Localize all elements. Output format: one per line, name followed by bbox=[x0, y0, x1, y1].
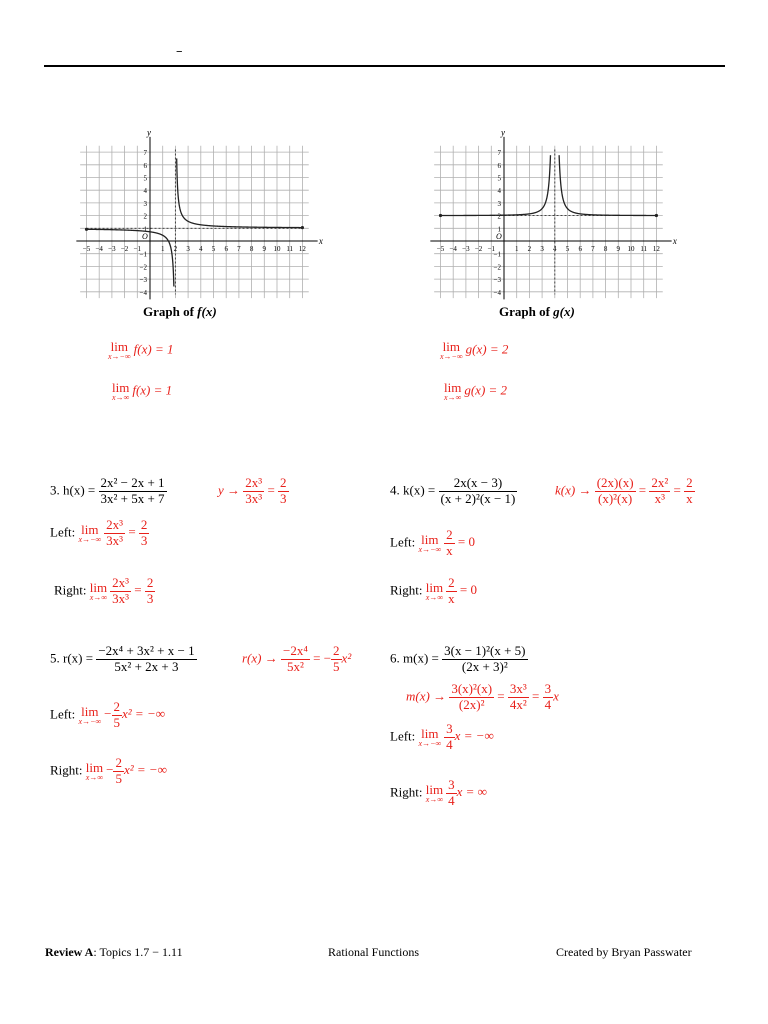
lim-sub: x→−∞ bbox=[418, 544, 442, 554]
x-tick-label: −2 bbox=[120, 245, 129, 253]
p4-right bbox=[390, 576, 477, 607]
endpoint-left bbox=[439, 214, 442, 217]
p5-num: −2x⁴ + 3x² + x − 1 bbox=[98, 643, 195, 658]
p4-right-den: x bbox=[448, 590, 455, 606]
p3-right bbox=[54, 576, 155, 607]
p4-right-res: = 0 bbox=[459, 582, 477, 598]
y-tick-label: 3 bbox=[497, 199, 501, 208]
p3-work bbox=[218, 476, 289, 507]
p5-label: 5. r(x) = bbox=[50, 650, 94, 666]
y-tick-label: −2 bbox=[493, 263, 501, 272]
p6-right bbox=[390, 778, 487, 809]
x-tick-label: 2 bbox=[527, 245, 532, 253]
y-tick-label: −4 bbox=[493, 288, 501, 297]
x-tick-label: 9 bbox=[262, 245, 267, 253]
g-limit-pos bbox=[444, 381, 507, 402]
p3-num: 2x² − 2x + 1 bbox=[100, 475, 165, 490]
x-tick-label: 5 bbox=[565, 245, 570, 253]
p5-left bbox=[50, 700, 165, 731]
p6-work bbox=[406, 682, 559, 713]
p6-work-num: 3(x)²(x) bbox=[451, 681, 493, 696]
lim-word: lim bbox=[421, 725, 439, 741]
p6-left-den: 4 bbox=[446, 736, 453, 752]
x-tick-label: 1 bbox=[160, 245, 165, 253]
p4-left-label: Left: bbox=[390, 534, 416, 550]
lim-word: lim bbox=[112, 380, 130, 395]
p5-right-num: 2 bbox=[115, 755, 122, 770]
graph-f-title-prefix: Graph of bbox=[143, 304, 198, 319]
y-tick-label: 3 bbox=[143, 199, 147, 208]
g-limit-neg bbox=[440, 340, 508, 361]
p3-fraction bbox=[99, 476, 167, 507]
y-tick-label: 4 bbox=[143, 187, 147, 196]
p4-work-n3: 2 bbox=[686, 475, 693, 490]
lim-word: lim bbox=[421, 531, 439, 547]
p4-work-d2: x³ bbox=[654, 490, 666, 506]
x-tick-label: 5 bbox=[211, 245, 216, 253]
p3-right-eq: = bbox=[134, 582, 142, 598]
endpoint-right bbox=[301, 226, 304, 229]
x-tick-label: 3 bbox=[540, 245, 544, 253]
x-tick-label: −5 bbox=[82, 245, 91, 253]
p4-num: 2x(x − 3) bbox=[439, 476, 518, 492]
p6-work-den: (2x)² bbox=[458, 696, 485, 712]
lim-sub: x→∞ bbox=[444, 393, 462, 402]
limit-expr: g(x) = 2 bbox=[464, 382, 508, 398]
p4-left-res: = 0 bbox=[457, 534, 476, 550]
p3-right-den: 3x³ bbox=[112, 590, 130, 606]
p6-work-n2: 3x³ bbox=[509, 681, 527, 696]
p3-left-den: 3x³ bbox=[106, 532, 124, 548]
x-tick-label: 7 bbox=[237, 245, 241, 253]
x-tick-label: 4 bbox=[553, 245, 557, 253]
problem-3 bbox=[50, 476, 167, 507]
p6-right-res: x = ∞ bbox=[456, 784, 487, 800]
p5-right bbox=[50, 756, 167, 787]
x-tick-label: 6 bbox=[578, 245, 582, 253]
graph-f-title bbox=[143, 304, 217, 320]
p5-work bbox=[242, 644, 351, 675]
problem-6 bbox=[390, 644, 528, 675]
x-tick-label: 7 bbox=[591, 245, 595, 253]
y-tick-label: 6 bbox=[497, 161, 501, 170]
footer-left-bold: Review A bbox=[45, 945, 94, 959]
p6-work-eq2: = bbox=[532, 688, 540, 704]
x-axis-label: x bbox=[672, 236, 677, 246]
graph-g-title-prefix: Graph of bbox=[499, 304, 554, 319]
g-curve bbox=[441, 155, 657, 215]
origin-label: O bbox=[496, 232, 502, 241]
y-tick-label: −2 bbox=[139, 263, 147, 272]
y-tick-label: −4 bbox=[139, 288, 147, 297]
p6-work-tail: x bbox=[553, 688, 559, 704]
y-tick-label: 1 bbox=[143, 225, 147, 234]
graph-f bbox=[50, 110, 350, 310]
p6-left-num: 3 bbox=[446, 721, 453, 736]
lim-sub: x→∞ bbox=[85, 772, 104, 782]
endpoint-right bbox=[655, 214, 658, 217]
p3-right-rden: 3 bbox=[146, 590, 154, 606]
x-tick-label: −4 bbox=[95, 245, 103, 253]
p6-work-eq1: = bbox=[497, 688, 505, 704]
y-tick-label: 5 bbox=[497, 174, 501, 183]
p6-num: 3(x − 1)²(x + 5) bbox=[444, 643, 526, 658]
p5-left-den: 5 bbox=[113, 714, 121, 730]
lim-word: lim bbox=[425, 579, 444, 595]
p3-left-label: Left: bbox=[50, 524, 76, 540]
p4-work-lhs: k(x) → bbox=[555, 482, 592, 498]
x-tick-label: 12 bbox=[652, 245, 660, 253]
p3-right-num: 2x³ bbox=[112, 575, 130, 590]
footer-right: Created by Bryan Passwater bbox=[556, 945, 692, 959]
p4-den: (x + 2)²(x − 1) bbox=[440, 490, 516, 506]
x-tick-label: 3 bbox=[186, 245, 190, 253]
x-tick-label: 6 bbox=[224, 245, 228, 253]
p6-left-res: x = −∞ bbox=[454, 728, 494, 744]
x-tick-label: −4 bbox=[449, 245, 457, 253]
lim-word: lim bbox=[110, 339, 128, 354]
footer-left bbox=[45, 945, 183, 960]
p4-left-den: x bbox=[446, 542, 453, 558]
x-tick-label: 8 bbox=[603, 245, 608, 253]
p5-left-res: x² = −∞ bbox=[122, 706, 165, 722]
p5-work-lhs: r(x) → bbox=[242, 650, 278, 666]
lim-word: lim bbox=[81, 521, 99, 537]
lim-word: lim bbox=[444, 380, 462, 395]
p3-work-num: 2x³ bbox=[245, 475, 263, 490]
p5-den: 5x² + 2x + 3 bbox=[114, 658, 179, 674]
lim-word: lim bbox=[442, 339, 460, 354]
p6-work-d2: 4x² bbox=[509, 696, 527, 712]
y-tick-label: −3 bbox=[493, 276, 501, 285]
x-tick-label: −2 bbox=[474, 245, 483, 253]
y-tick-label: −1 bbox=[139, 250, 147, 259]
p5-work-rnum: 2 bbox=[333, 643, 340, 658]
p5-work-eq: = − bbox=[313, 650, 332, 666]
header-rule bbox=[44, 65, 725, 67]
x-tick-label: 12 bbox=[298, 245, 306, 253]
p6-left bbox=[390, 722, 494, 753]
lim-sub: x→−∞ bbox=[108, 352, 131, 361]
lim-sub: x→−∞ bbox=[440, 352, 463, 361]
x-tick-label: −3 bbox=[108, 245, 116, 253]
p4-left bbox=[390, 528, 475, 559]
p3-left-rden: 3 bbox=[140, 532, 148, 548]
limit-expr: f(x) = 1 bbox=[133, 341, 174, 357]
y-tick-label: 2 bbox=[497, 212, 501, 221]
problem-5 bbox=[50, 644, 197, 675]
x-axis-label: x bbox=[318, 236, 323, 246]
p3-work-eq: = bbox=[267, 482, 275, 498]
p5-right-res: x² = −∞ bbox=[123, 762, 167, 778]
p3-right-label: Right: bbox=[54, 582, 87, 598]
limit-expr: f(x) = 1 bbox=[132, 382, 173, 398]
p6-right-num: 3 bbox=[448, 777, 455, 792]
p3-label: 3. h(x) = bbox=[50, 482, 96, 498]
y-tick-label: 2 bbox=[143, 212, 147, 221]
problem-4 bbox=[390, 476, 517, 507]
p6-left-label: Left: bbox=[390, 728, 416, 744]
p6-right-label: Right: bbox=[390, 784, 423, 800]
p4-right-num: 2 bbox=[448, 575, 455, 590]
y-tick-label: 6 bbox=[143, 161, 147, 170]
p3-den: 3x² + 5x + 7 bbox=[100, 490, 165, 506]
x-tick-label: 2 bbox=[173, 245, 178, 253]
p3-right-rnum: 2 bbox=[146, 575, 154, 590]
y-tick-label: 5 bbox=[143, 174, 147, 183]
endpoint-left bbox=[85, 228, 88, 231]
p6-work-n3: 3 bbox=[544, 681, 552, 696]
lim-sub: x→−∞ bbox=[418, 738, 442, 748]
y-tick-label: 4 bbox=[497, 187, 501, 196]
p3-left bbox=[50, 518, 149, 549]
p4-work bbox=[555, 476, 695, 507]
p5-work-rden: 5 bbox=[333, 658, 340, 674]
lim-word: lim bbox=[425, 781, 444, 797]
p5-work-num: −2x⁴ bbox=[283, 643, 308, 658]
p3-work-lhs: y → bbox=[218, 482, 241, 498]
graph-g-title bbox=[499, 304, 575, 320]
lim-sub: x→∞ bbox=[425, 794, 444, 804]
y-tick-label: 7 bbox=[143, 149, 147, 158]
p4-right-label: Right: bbox=[390, 582, 423, 598]
f-limit-neg bbox=[108, 340, 173, 361]
p5-right-pre: − bbox=[106, 762, 114, 778]
origin-label: O bbox=[142, 232, 148, 241]
x-tick-label: 4 bbox=[199, 245, 203, 253]
x-tick-label: −3 bbox=[462, 245, 470, 253]
p4-work-eq2: = bbox=[673, 482, 681, 498]
lim-sub: x→−∞ bbox=[78, 716, 102, 726]
p5-left-label: Left: bbox=[50, 706, 76, 722]
p4-work-n2: 2x² bbox=[651, 475, 669, 490]
p5-right-label: Right: bbox=[50, 762, 83, 778]
p5-left-pre: − bbox=[104, 706, 112, 722]
x-tick-label: 10 bbox=[627, 245, 635, 253]
p3-work-rden: 3 bbox=[280, 490, 287, 506]
p5-work-tail: x² bbox=[341, 650, 352, 666]
p3-left-rnum: 2 bbox=[140, 517, 148, 532]
graph-g bbox=[404, 110, 704, 310]
limit-expr: g(x) = 2 bbox=[465, 341, 509, 357]
p3-left-num: 2x³ bbox=[106, 517, 124, 532]
x-tick-label: 11 bbox=[286, 245, 294, 253]
x-tick-label: 11 bbox=[640, 245, 648, 253]
graph-f-title-fn: f(x) bbox=[197, 304, 217, 319]
y-tick-label: −1 bbox=[493, 250, 501, 259]
p4-work-num: (2x)(x) bbox=[596, 475, 634, 490]
p6-den: (2x + 3)² bbox=[461, 658, 508, 674]
footer-left-rest: : Topics 1.7 − 1.11 bbox=[93, 945, 183, 959]
lim-sub: x→∞ bbox=[112, 393, 130, 402]
x-tick-label: 1 bbox=[514, 245, 519, 253]
y-tick-label: −3 bbox=[139, 276, 147, 285]
lim-sub: x→∞ bbox=[425, 592, 444, 602]
p4-work-den: (x)²(x) bbox=[598, 490, 633, 506]
p6-right-den: 4 bbox=[448, 792, 455, 808]
lim-word: lim bbox=[89, 579, 108, 595]
p3-work-den: 3x³ bbox=[245, 490, 263, 506]
p5-right-den: 5 bbox=[115, 770, 122, 786]
p6-work-lhs: m(x) → bbox=[406, 688, 447, 704]
x-tick-label: 8 bbox=[249, 245, 254, 253]
y-tick-label: 1 bbox=[497, 225, 501, 234]
y-axis-label: y bbox=[501, 127, 505, 138]
p4-work-eq1: = bbox=[638, 482, 647, 498]
header-dash: – bbox=[176, 44, 183, 59]
p5-left-num: 2 bbox=[113, 699, 121, 714]
p3-work-rnum: 2 bbox=[280, 475, 287, 490]
lim-sub: x→−∞ bbox=[78, 534, 102, 544]
graph-g-title-fn: g(x) bbox=[553, 304, 575, 319]
p4-left-num: 2 bbox=[446, 527, 453, 542]
lim-sub: x→∞ bbox=[89, 592, 108, 602]
p6-work-d3: 4 bbox=[544, 696, 552, 712]
y-tick-label: 7 bbox=[497, 149, 501, 158]
x-tick-label: 10 bbox=[273, 245, 281, 253]
p3-left-eq: = bbox=[128, 524, 136, 540]
lim-word: lim bbox=[85, 759, 104, 775]
x-tick-label: −1 bbox=[487, 245, 496, 253]
p5-work-den: 5x² bbox=[286, 658, 304, 674]
f-limit-pos bbox=[112, 381, 172, 402]
lim-word: lim bbox=[81, 703, 99, 719]
x-tick-label: −1 bbox=[133, 245, 142, 253]
footer-center: Rational Functions bbox=[328, 945, 419, 959]
x-tick-label: 9 bbox=[616, 245, 621, 253]
p6-label: 6. m(x) = bbox=[390, 650, 439, 666]
y-axis-label: y bbox=[147, 127, 151, 138]
p4-work-d3: x bbox=[686, 490, 693, 506]
x-tick-label: −5 bbox=[436, 245, 445, 253]
p4-label: 4. k(x) = bbox=[390, 482, 436, 498]
